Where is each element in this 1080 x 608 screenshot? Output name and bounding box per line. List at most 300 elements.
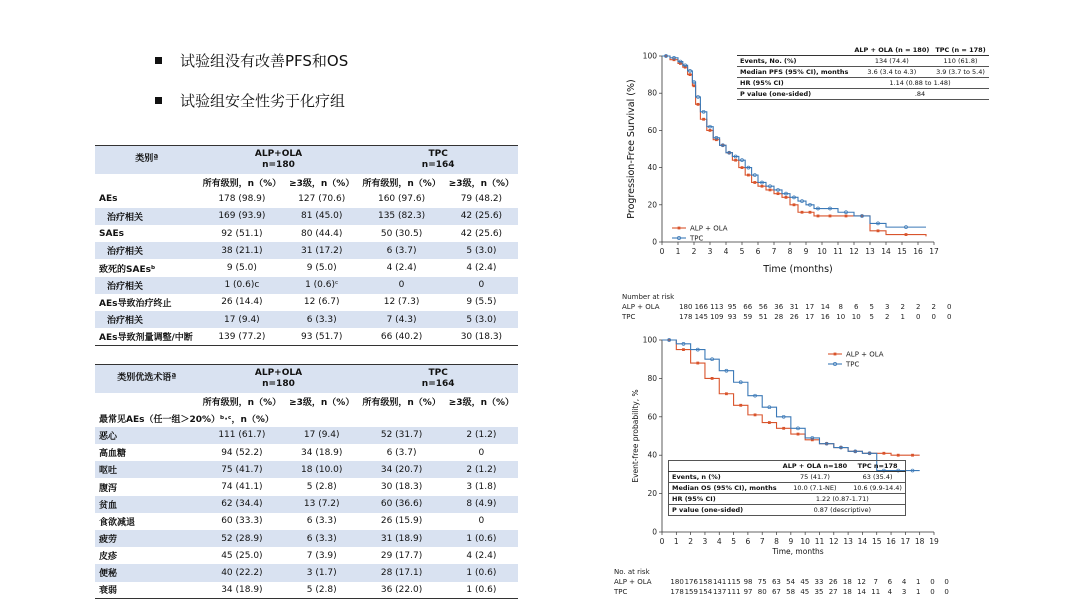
cell-value: 6 (3.3) [285, 530, 358, 547]
stats-label: Median PFS (95% CI), months [737, 67, 851, 78]
os-risk-table [614, 567, 954, 597]
ae-summary-table [95, 145, 518, 346]
risk-value: 54 [786, 578, 796, 586]
stats-label: Events, n (%) [669, 472, 780, 483]
cell-value: 31 (18.9) [358, 530, 444, 547]
row-label: 呕吐 [95, 461, 199, 478]
risk-value: 178 [670, 588, 684, 596]
risk-value: 7 [873, 578, 878, 586]
cell-value: 1 (0.6) [445, 530, 518, 547]
cell-value: 135 (82.3) [358, 208, 444, 225]
subheader: 所有级别，n（%） [202, 178, 282, 189]
cell-value: 3 (1.7) [285, 564, 358, 581]
risk-row-label: ALP + OLA [622, 303, 660, 311]
table-subheader-row [95, 393, 518, 410]
x-tick-label: 13 [843, 537, 853, 546]
row-label: AEs导致剂量调整/中断 [95, 328, 199, 345]
stats-label: P value (one-sided) [737, 89, 851, 100]
stats-label: HR (95% CI) [737, 78, 851, 89]
common-ae-table [95, 364, 518, 599]
risk-value: 56 [758, 303, 768, 311]
cell-value: 5 (2.8) [306, 482, 337, 493]
risk-value: 18 [842, 578, 852, 586]
cell-value: 17 (9.4) [285, 427, 358, 444]
risk-value: 17 [805, 313, 815, 321]
risk-value: 28 [774, 313, 784, 321]
cell-value: 60 (36.6) [358, 496, 444, 513]
cell-value: 92 (51.1) [221, 228, 263, 239]
stats-value: 3.6 (3.4 to 4.3) [851, 67, 932, 78]
risk-value: 27 [828, 588, 838, 596]
censor-mark [734, 159, 737, 162]
cell-value: 31 (17.2) [285, 242, 358, 259]
pfs-risk-table [622, 292, 957, 322]
risk-value: 45 [800, 578, 810, 586]
cell-value: 6 (3.7) [386, 447, 417, 458]
bullet-text: 试验组安全性劣于化疗组 [180, 91, 346, 110]
risk-value: 45 [800, 588, 810, 596]
cell-value: 139 (77.2) [199, 328, 285, 345]
cell-value: 5 (3.0) [445, 242, 518, 259]
row-label: 皮疹 [99, 552, 118, 563]
x-tick-label: 8 [787, 247, 793, 256]
cell-value: 42 (25.6) [460, 228, 503, 239]
risk-value: 14 [857, 588, 866, 596]
bullet-square-icon [155, 57, 162, 64]
stats-value: 10.6 (9.9-14.4) [850, 483, 905, 494]
risk-value: 14 [820, 303, 830, 311]
cell-value: 4 (2.4) [386, 263, 417, 274]
cell-value: 6 (3.3) [285, 311, 358, 328]
x-tick-label: 0 [659, 537, 665, 546]
censor-mark [696, 362, 699, 365]
cell-value: 66 (40.2) [358, 328, 444, 345]
table-row [95, 242, 518, 259]
x-tick-label: 11 [833, 247, 843, 256]
risk-value: 51 [758, 313, 768, 321]
cell-value: 74 (41.1) [221, 482, 263, 493]
risk-value: 180 [679, 303, 693, 311]
x-tick-label: 6 [745, 537, 751, 546]
risk-row [622, 312, 957, 322]
subheader: ≥3级，n（%） [448, 178, 514, 189]
x-tick-label: 7 [759, 537, 765, 546]
cell-value: 5 (2.8) [285, 582, 358, 599]
cell-value: 36 (22.0) [358, 582, 444, 599]
cell-value: 7 (3.9) [306, 550, 337, 561]
cell-value: 30 (18.3) [445, 328, 518, 345]
stats-row [737, 89, 989, 100]
risk-value: 80 [757, 588, 767, 596]
cell-value: 81 (45.0) [285, 208, 358, 225]
censor-mark [797, 433, 800, 436]
cell-value: 45 (25.0) [221, 550, 263, 561]
cell-value: 75 (41.7) [199, 461, 285, 478]
cell-value: 9 (5.0) [306, 263, 337, 274]
arm1-header: ALP+OLA n=180 [199, 146, 359, 174]
censor-mark [877, 229, 880, 232]
cell-value: 169 (93.9) [199, 208, 285, 225]
legend-marker [678, 227, 681, 230]
x-tick-label: 19 [929, 537, 939, 546]
cell-value: 0 [478, 447, 485, 458]
censor-mark [754, 413, 757, 416]
risk-value: 176 [684, 578, 698, 586]
y-tick-label: 20 [647, 489, 657, 499]
y-tick-label: 100 [642, 335, 657, 345]
stats-header: TPC n=178 [850, 461, 905, 472]
arm1-header: ALP+OLA n=180 [199, 365, 359, 393]
cell-value: 4 (2.4) [466, 263, 497, 274]
stats-row [669, 494, 906, 505]
censor-mark [702, 118, 705, 121]
cell-value: 29 (17.7) [380, 550, 423, 561]
risk-value: 63 [771, 578, 781, 586]
censor-mark [782, 427, 785, 430]
risk-value: 66 [743, 303, 753, 311]
x-tick-label: 17 [929, 247, 939, 256]
cell-value: 93 (51.7) [285, 328, 358, 345]
cell-value: 0 [445, 277, 518, 294]
y-tick-label: 80 [647, 373, 657, 383]
risk-value: 3 [885, 303, 890, 311]
risk-value: 10 [851, 313, 861, 321]
risk-row [614, 577, 954, 587]
subheader: ≥3级，n（%） [289, 178, 355, 189]
x-tick-label: 16 [913, 247, 923, 256]
risk-value: 115 [727, 578, 741, 586]
x-tick-label: 10 [817, 247, 827, 256]
cell-value: 34 (20.7) [358, 461, 444, 478]
risk-row [622, 302, 957, 312]
cell-value: 40 (22.2) [199, 564, 285, 581]
risk-value: 36 [774, 303, 784, 311]
risk-value: 0 [944, 588, 949, 596]
x-tick-label: 5 [731, 537, 736, 546]
x-tick-label: 4 [716, 537, 722, 546]
table-row [95, 191, 518, 208]
risk-value: 97 [743, 588, 753, 596]
row-label: AEs导致治疗终止 [99, 298, 172, 309]
risk-value: 6 [887, 578, 893, 586]
x-tick-label: 9 [803, 247, 809, 256]
risk-value: 178 [679, 313, 693, 321]
x-tick-label: 2 [691, 247, 697, 256]
risk-value: 6 [854, 303, 859, 311]
legend-marker [834, 353, 837, 356]
y-tick-label: 0 [652, 237, 657, 247]
legend-label: TPC [846, 360, 860, 369]
risk-value: 1 [916, 578, 921, 586]
subheader: 所有级别，n（%） [362, 397, 441, 408]
risk-value: 93 [727, 313, 737, 321]
risk-value: 0 [930, 578, 935, 586]
censor-mark [897, 454, 900, 457]
censor-mark [809, 211, 812, 214]
stats-label: Events, No. (%) [737, 56, 851, 67]
x-tick-label: 16 [886, 537, 896, 546]
stats-header: TPC (n = 178) [932, 45, 988, 56]
risk-value: 3 [901, 588, 907, 596]
risk-value: 154 [698, 588, 713, 596]
risk-value: 75 [757, 578, 767, 586]
table-row [95, 461, 518, 478]
censor-mark [711, 377, 714, 380]
cell-value: 60 (33.3) [221, 516, 263, 527]
x-tick-label: 14 [881, 247, 891, 256]
stats-row [737, 78, 989, 89]
os-chart [620, 330, 960, 565]
censor-mark [753, 181, 756, 184]
risk-value: 35 [814, 588, 824, 596]
risk-value: 113 [710, 303, 724, 311]
risk-value: 17 [805, 303, 815, 311]
y-axis-label: Event-free probability, % [631, 389, 640, 483]
risk-row-label: TPC [622, 313, 636, 321]
censor-mark [769, 189, 772, 192]
x-tick-label: 12 [849, 247, 859, 256]
x-axis-label: Time (months) [763, 264, 833, 275]
risk-value: 58 [786, 588, 796, 596]
bullet-item [155, 50, 348, 70]
table-row [95, 564, 518, 581]
table-row [95, 478, 518, 495]
cell-value: 34 (18.9) [199, 582, 285, 599]
cell-value: 17 (9.4) [199, 311, 285, 328]
risk-value: 137 [712, 588, 727, 596]
stats-value: 110 (61.8) [932, 56, 988, 67]
risk-value: 5 [869, 313, 874, 321]
risk-value: 4 [887, 588, 893, 596]
stats-header: ALP + OLA n=180 [780, 461, 851, 472]
censor-mark [747, 174, 750, 177]
censor-mark [777, 192, 780, 195]
censor-mark [761, 185, 764, 188]
cell-value: 3 (1.8) [466, 482, 497, 493]
row-label: 治疗相关 [95, 242, 199, 259]
risk-value: 0 [930, 588, 935, 596]
censor-mark [689, 73, 692, 76]
x-tick-label: 14 [857, 537, 868, 546]
risk-value: 5 [869, 303, 874, 311]
table-row [95, 208, 518, 225]
risk-row [614, 587, 954, 597]
legend-label: ALP + OLA [690, 224, 728, 233]
cell-value: 18 (10.0) [285, 461, 358, 478]
stats-label: P value (one-sided) [669, 505, 780, 516]
x-tick-label: 0 [659, 247, 665, 256]
stats-value: 10.0 (7.1-NE) [780, 483, 851, 494]
risk-value: 0 [944, 578, 949, 586]
cell-value: 9 (5.0) [226, 263, 257, 274]
risk-value: 180 [670, 578, 684, 586]
legend-label: TPC [690, 234, 704, 243]
y-tick-label: 20 [647, 200, 657, 210]
censor-mark [709, 129, 712, 132]
arm2-header: TPC n=164 [358, 365, 518, 393]
x-tick-label: 1 [673, 537, 679, 546]
censor-mark [882, 452, 885, 455]
row-label: 食欲减退 [99, 517, 136, 528]
x-tick-label: 18 [914, 537, 925, 546]
table-row [95, 444, 518, 461]
table-row [95, 225, 518, 242]
table-row [95, 259, 518, 276]
censor-mark [911, 454, 914, 457]
cell-value: 13 (7.2) [285, 496, 358, 513]
table-row [95, 328, 518, 345]
risk-value: 0 [947, 303, 952, 311]
censor-mark [725, 392, 728, 395]
row-label: 致死的SAEsᵇ [99, 264, 156, 275]
stats-value: 1.14 (0.88 to 1.48) [851, 78, 988, 89]
table-header-row [95, 146, 518, 174]
cell-value: 28 (17.1) [358, 564, 444, 581]
stats-label: Median OS (95% CI), months [669, 483, 780, 494]
cell-value: 7 (4.3) [358, 311, 444, 328]
table-row [95, 513, 518, 530]
cell-value: 1 (0.6) [445, 564, 518, 581]
row-label: 恶心 [95, 427, 199, 444]
x-tick-label: 5 [739, 247, 745, 256]
cell-value: 111 (61.7) [199, 427, 285, 444]
stats-header: ALP + OLA (n = 180) [851, 45, 932, 56]
risk-value: 10 [836, 313, 846, 321]
censor-mark [845, 215, 848, 218]
risk-value: 0 [947, 313, 952, 321]
cell-value: 0 [358, 277, 444, 294]
stats-row [737, 56, 989, 67]
stats-row [669, 472, 906, 483]
y-tick-label: 60 [647, 412, 657, 422]
cell-value: 178 (98.9) [218, 194, 266, 205]
risk-value: 0 [916, 313, 921, 321]
cell-value: 2 (1.2) [445, 461, 518, 478]
bullet-list [155, 50, 348, 130]
stats-label: HR (95% CI) [669, 494, 780, 505]
risk-value: 95 [727, 303, 737, 311]
x-tick-label: 8 [774, 537, 779, 546]
series-line-tpc [662, 340, 920, 471]
row-label: 治疗相关 [95, 277, 199, 294]
legend-label: ALP + OLA [846, 350, 884, 359]
risk-value: 145 [694, 313, 708, 321]
subheader: 所有级别，n（%） [362, 178, 441, 189]
cell-value: 6 (3.3) [306, 516, 337, 527]
risk-value: 2 [900, 303, 905, 311]
stats-value: 63 (35.4) [850, 472, 905, 483]
row-label: 高血糖 [99, 449, 127, 460]
risk-value: 2 [885, 313, 890, 321]
arm2-header: TPC n=164 [358, 146, 518, 174]
stats-row [737, 67, 989, 78]
stats-value: 75 (41.7) [780, 472, 851, 483]
censor-mark [801, 211, 804, 214]
risk-value: 158 [698, 578, 713, 586]
x-tick-label: 17 [900, 537, 911, 546]
cell-value: 1 (0.6)c [199, 277, 285, 294]
bullet-text: 试验组没有改善PFS和OS [180, 51, 349, 70]
risk-value: 0 [931, 313, 936, 321]
table-row [95, 294, 518, 311]
cell-value: 26 (14.4) [221, 297, 263, 308]
stats-value: 3.9 (3.7 to 5.4) [932, 67, 988, 78]
risk-value: 16 [820, 313, 830, 321]
cell-value: 160 (97.6) [377, 194, 426, 205]
category-header: 类别优选术语ª [95, 365, 199, 393]
risk-value: 141 [712, 578, 727, 586]
section-row [95, 410, 518, 427]
cell-value: 26 (15.9) [380, 516, 423, 527]
cell-value: 38 (21.1) [199, 242, 285, 259]
cell-value: 42 (25.6) [445, 208, 518, 225]
risk-value: 26 [789, 313, 799, 321]
risk-value: 67 [771, 588, 781, 596]
row-label: 疲劳 [95, 530, 199, 547]
risk-value: 59 [743, 313, 753, 321]
risk-value: 109 [710, 313, 724, 321]
risk-value: 2 [916, 303, 921, 311]
stats-value: .84 [851, 89, 988, 100]
risk-value: 31 [789, 303, 799, 311]
stats-value: 134 (74.4) [851, 56, 932, 67]
bullet-square-icon [155, 97, 162, 104]
cell-value: 12 (7.3) [383, 297, 420, 308]
risk-value: 26 [828, 578, 838, 586]
row-label: 治疗相关 [95, 311, 199, 328]
os-stats-box [668, 460, 906, 516]
stats-row [669, 505, 906, 516]
censor-mark [739, 404, 742, 407]
cell-value: 62 (34.4) [199, 496, 285, 513]
table-row [95, 277, 518, 294]
censor-mark [905, 233, 908, 236]
table-row [95, 547, 518, 564]
table-row [95, 530, 518, 547]
risk-value: 11 [871, 588, 881, 596]
x-axis-label: Time, months [772, 547, 824, 556]
cell-value: 34 (18.9) [301, 447, 343, 458]
risk-title: No. at risk [614, 568, 650, 576]
x-tick-label: 15 [897, 247, 907, 256]
risk-value: 18 [842, 588, 852, 596]
stats-value: 1.22 (0.87-1.71) [780, 494, 906, 505]
cell-value: 6 (3.7) [358, 242, 444, 259]
censor-mark [817, 215, 820, 218]
subheader: 所有级别，n（%） [202, 397, 282, 408]
category-header: 类别ª [95, 146, 199, 174]
censor-mark [693, 84, 696, 87]
risk-value: 159 [684, 588, 698, 596]
cell-value: 80 (44.4) [301, 228, 343, 239]
cell-value: 0 [478, 516, 485, 527]
risk-value: 98 [743, 578, 753, 586]
cell-value: 30 (18.3) [380, 482, 423, 493]
risk-value: 12 [857, 578, 866, 586]
x-tick-label: 11 [814, 537, 825, 546]
x-tick-label: 9 [788, 537, 794, 546]
censor-mark [793, 203, 796, 206]
risk-value: 2 [931, 303, 936, 311]
cell-value: 2 (1.2) [445, 427, 518, 444]
x-tick-label: 3 [702, 537, 708, 546]
x-tick-label: 6 [755, 247, 761, 256]
risk-value: 111 [727, 588, 741, 596]
y-tick-label: 40 [647, 450, 657, 460]
censor-mark [785, 196, 788, 199]
risk-value: 33 [814, 578, 824, 586]
y-tick-label: 100 [642, 51, 657, 61]
